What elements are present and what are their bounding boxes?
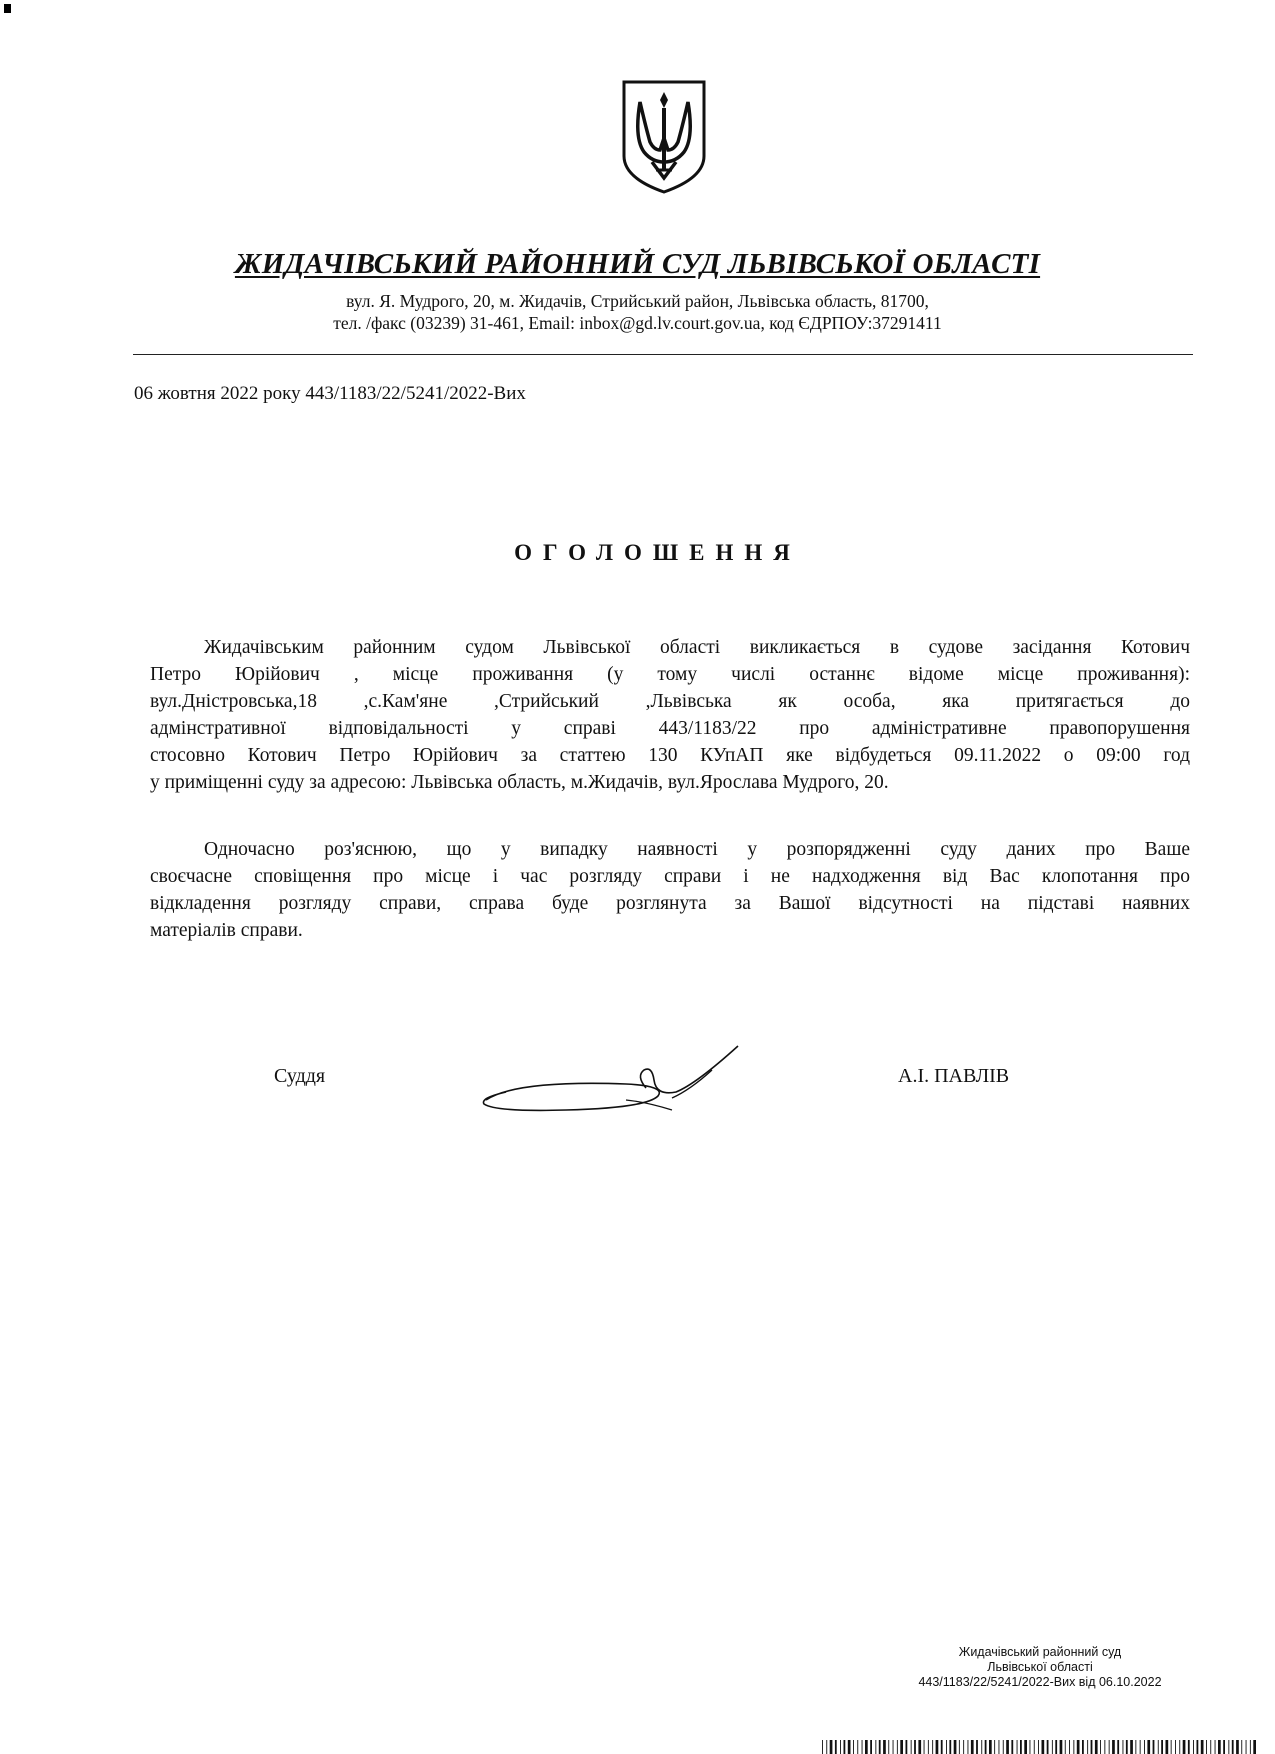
outgoing-number: 06 жовтня 2022 року 443/1183/22/5241/2022-Вих <box>134 383 526 404</box>
barcode <box>820 1740 1260 1754</box>
stamp-region-line: Львівської області <box>987 1660 1093 1674</box>
paragraph-line: стосовно Котович Петро Юрійович за статтею 130 КУпАП яке відбудеться 09.11.2022 о 09:00 год <box>150 745 1190 766</box>
stamp-number-line: 443/1183/22/5241/2022-Вих від 06.10.2022 <box>918 1675 1162 1689</box>
court-contacts: тел. /факс (03239) 31-461, Email: inbox@gd.lv.court.gov.ua, код ЄДРПОУ:37291411 <box>333 313 942 333</box>
handwritten-signature <box>476 1040 746 1120</box>
paragraph-line: вул.Дністровська,18 ,с.Кам'яне ,Стрийський ,Львівська як особа, яка притягається до <box>150 691 1190 712</box>
signer-role: Суддя <box>274 1065 326 1087</box>
paragraph-summons <box>150 634 1190 796</box>
paragraph-line: матеріалів справи. <box>150 920 303 941</box>
header-divider <box>133 354 1193 355</box>
paragraph-explanation <box>150 836 1190 944</box>
trident-emblem-icon <box>618 78 710 196</box>
registration-stamp <box>820 1645 1260 1690</box>
court-address: вул. Я. Мудрого, 20, м. Жидачів, Стрийський район, Львівська область, 81700, <box>346 291 929 311</box>
paragraph-line: Петро Юрійович , місце проживання (у тому числі останнє відоме місце проживання): <box>150 664 1190 685</box>
paragraph-line: Жидачівським районним судом Львівської області викликається в судове засідання Котович <box>204 637 1190 658</box>
scan-corner-mark <box>4 4 11 13</box>
signer-name: А.І. ПАВЛІВ <box>898 1065 1010 1087</box>
paragraph-line: своєчасне сповіщення про місце і час розгляду справи і не надходження від Вас клопотання про <box>150 866 1190 887</box>
document-title: ОГОЛОШЕННЯ <box>514 540 801 565</box>
paragraph-line: Одночасно роз'яснюю, що у випадку наявності у розпорядженні суду даних про Ваше <box>204 839 1190 860</box>
paragraph-line: у приміщенні суду за адресою: Львівська область, м.Жидачів, вул.Ярослава Мудрого, 20. <box>150 772 889 793</box>
paragraph-line: адмінстративної відповідальності у справі 443/1183/22 про адміністративне правопорушення <box>150 718 1190 739</box>
stamp-court-line: Жидачівський районний суд <box>958 1645 1122 1659</box>
paragraph-line: відкладення розгляду справи, справа буде розглянута за Вашої відсутності на підставі наявних <box>150 893 1190 914</box>
court-name: ЖИДАЧІВСЬКИЙ РАЙОННИЙ СУД ЛЬВІВСЬКОЇ ОБЛАСТІ <box>234 248 1041 280</box>
